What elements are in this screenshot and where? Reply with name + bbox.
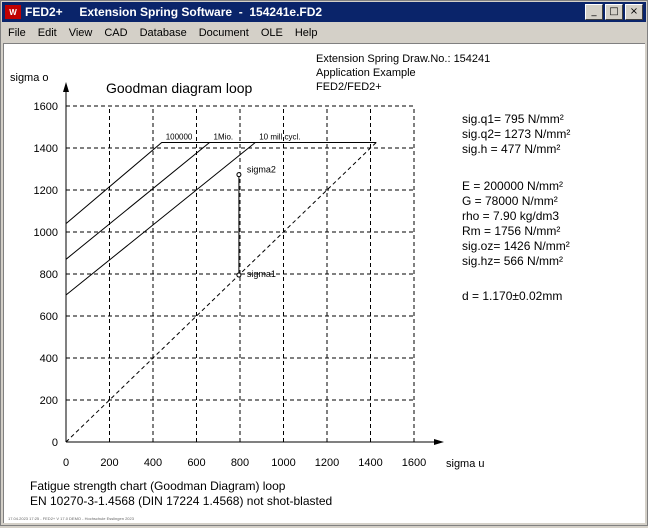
menu-document[interactable] [193,27,255,39]
menu-ole[interactable] [255,27,289,39]
result-rho: rho = 7.90 kg/dm3 [462,209,560,223]
y-tick-label-8: 1600 [33,101,58,113]
x-tick-label-4: 800 [230,457,250,469]
menu-view[interactable] [63,27,99,39]
y-tick-label-0: 0 [51,437,58,449]
result-E: E = 200000 N/mm² [462,179,564,193]
result-Rm: Rm = 1756 N/mm² [462,224,561,238]
menu-bar [2,23,646,42]
x-tick-label-8: 1600 [401,457,427,469]
tick-labels [34,101,427,469]
result-d: d = 1.170±0.02mm [462,289,563,303]
x-tick-label-1: 200 [100,457,119,469]
x-tick-label-3: 600 [187,457,206,469]
menu-file-label: File [8,26,26,39]
x-axis-label: sigma u [446,458,485,470]
result-sigq1: sig.q1= 795 N/mm² [462,112,564,126]
window-controls [583,4,643,20]
close-button[interactable]: × [625,4,643,20]
footer-tiny: 17.04.2023 17:25 - FED2+ V 17.0 DEMO - Hochschule Esslingen 2023 [8,516,134,521]
load-line [237,165,276,279]
x-tick-label-7: 1400 [358,457,383,469]
sigma1-marker [237,273,241,277]
chart-title: Goodman diagram loop [106,80,253,96]
menu-help-label: Help [294,26,318,39]
goodman-chart [4,44,645,523]
y-tick-label-5: 1000 [33,227,58,239]
header-line3: FED2/FED2+ [316,81,382,93]
minimize-button[interactable]: _ [585,4,603,20]
y-tick-label-6: 1200 [33,185,58,197]
maximize-button[interactable]: □ [605,4,623,20]
app-icon[interactable]: W [5,5,21,19]
series-lines [66,133,376,442]
y-tick-label-4: 800 [39,269,58,281]
series-line-2 [66,143,376,295]
window-title: FED2+ Extension Spring Software - 154241e.FD2 [25,5,323,19]
result-G: G = 78000 N/mm² [462,194,558,208]
menu-edit-label: Edit [37,26,57,39]
sigma2-label: sigma2 [246,164,276,175]
x-axis-arrow [434,439,444,445]
series-line-1 [66,143,376,260]
footer-line1: Fatigue strength chart (Goodman Diagram) loop [30,479,286,493]
y-tick-label-2: 400 [39,353,58,365]
series-line-0 [66,143,376,224]
menu-ole-label: OLE [260,26,283,39]
y-tick-label-3: 600 [39,311,58,323]
sigma1-label: sigma1 [246,269,276,280]
menu-cad-label: CAD [104,26,128,39]
result-sigoz: sig.oz= 1426 N/mm² [462,239,570,253]
y-tick-label-1: 200 [39,395,58,407]
series-label-0: 100000 [165,132,193,142]
menu-view-label: View [68,26,93,39]
title-bar[interactable] [2,2,646,22]
header-line1: Extension Spring Draw.No.: 154241 [316,53,491,65]
menu-file[interactable] [2,27,32,39]
y-tick-label-7: 1400 [33,143,58,155]
menu-edit[interactable] [32,27,63,39]
document-area[interactable] [3,43,645,523]
x-tick-label-0: 0 [62,457,70,469]
y-axis-label: sigma o [10,72,49,84]
footer-line2: EN 10270-3-1.4568 (DIN 17224 1.4568) not shot-blasted [30,494,333,508]
series-line-3 [66,143,376,442]
result-sigq2: sig.q2= 1273 N/mm² [462,127,571,141]
y-axis-arrow [63,82,69,92]
x-tick-label-6: 1200 [314,457,340,469]
menu-database-label: Database [139,26,187,39]
result-sighz: sig.hz= 566 N/mm² [462,254,564,268]
menu-database[interactable] [134,27,193,39]
series-label-2: 10 mill.cycl. [259,132,301,142]
menu-document-label: Document [198,26,249,39]
menu-cad[interactable] [98,27,133,39]
sigma2-marker [237,173,241,177]
result-sigh: sig.h = 477 N/mm² [462,142,561,156]
axes [63,82,444,445]
x-tick-label-2: 400 [143,457,163,469]
x-tick-label-5: 1000 [271,457,296,469]
header-line2: Application Example [316,67,416,79]
series-label-1: 1Mio. [213,132,234,142]
menu-help[interactable] [289,27,324,39]
